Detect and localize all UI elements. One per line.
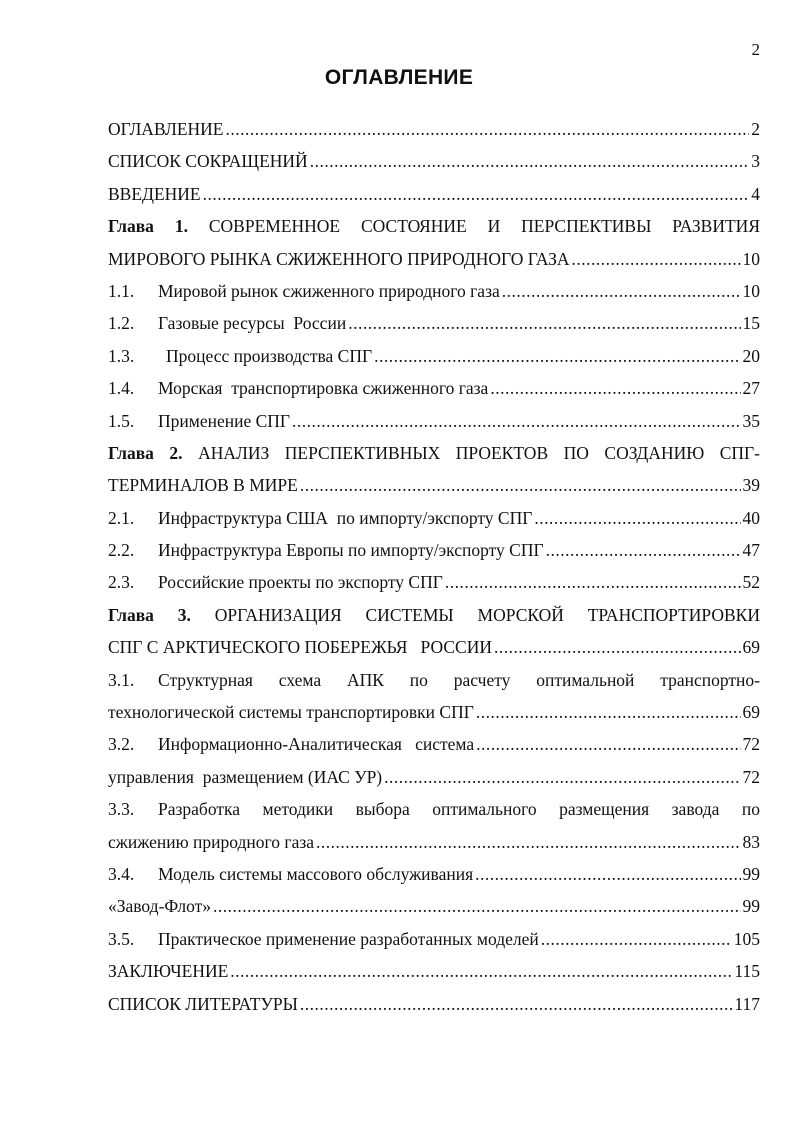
toc-entry-vvedenie[interactable]: ВВЕДЕНИЕ ..... 4 — [108, 178, 760, 210]
toc-section-2-2[interactable]: 2.2. Инфраструктура Европы по импорту/экспорту СПГ ..... 47 — [108, 534, 760, 566]
toc-entry-literatura[interactable]: СПИСОК ЛИТЕРАТУРЫ ..... 117 — [108, 988, 760, 1020]
chapter-label: Глава 2. — [108, 442, 183, 463]
toc-chapter-1-line2[interactable]: МИРОВОГО РЫНКА СЖИЖЕННОГО ПРИРОДНОГО ГАЗА ..... 10 — [108, 243, 760, 275]
toc-section-3-2-line1[interactable]: 3.2. Информационно-Аналитическая система ..... 72 — [108, 728, 760, 760]
toc-section-3-3-line2[interactable]: сжижению природного газа ..... 83 — [108, 826, 760, 858]
toc-section-3-2-line2[interactable]: управления размещением (ИАС УР) ..... 72 — [108, 761, 760, 793]
chapter-label: Глава 1. — [108, 216, 188, 237]
toc-chapter-2-line1[interactable]: Глава 2. АНАЛИЗ ПЕРСПЕКТИВНЫХ ПРОЕКТОВ ПО СОЗДАНИЮ СПГ- — [108, 442, 761, 463]
toc-section-1-5[interactable]: 1.5. Применение СПГ ..... 35 — [108, 405, 760, 437]
toc-section-1-1[interactable]: 1.1. Мировой рынок сжиженного природного газа ..... 10 — [108, 275, 760, 307]
toc-section-3-1-line1[interactable]: 3.1. Структурная схема АПК по расчету оптимальной транспортно- — [108, 669, 760, 690]
toc-chapter-3-line1[interactable]: Глава 3. ОРГАНИЗАЦИЯ СИСТЕМЫ МОРСКОЙ ТРАНСПОРТИРОВКИ — [108, 604, 760, 625]
toc-section-1-4[interactable]: 1.4. Морская транспортировка сжиженного газа ..... 27 — [108, 372, 760, 404]
toc-section-3-1-line2[interactable]: технологической системы транспортировки СПГ ..... 69 — [108, 696, 760, 728]
chapter-label: Глава 3. — [108, 604, 191, 625]
toc-section-3-4-line1[interactable]: 3.4. Модель системы массового обслуживания ..... 99 — [108, 858, 760, 890]
toc-entry-zaklyuchenie[interactable]: ЗАКЛЮЧЕНИЕ ..... 115 — [108, 955, 760, 987]
toc-section-3-5[interactable]: 3.5. Практическое применение разработанных моделей ..... 105 — [108, 923, 760, 955]
page-title: ОГЛАВЛЕНИЕ — [324, 66, 474, 89]
toc-section-3-3-line1[interactable]: 3.3. Разработка методики выбора оптимального размещения завода по — [108, 799, 760, 820]
toc-section-3-4-line2[interactable]: «Завод-Флот» ..... 99 — [108, 890, 760, 922]
toc-section-2-3[interactable]: 2.3. Российские проекты по экспорту СПГ ..... 52 — [108, 566, 760, 598]
table-of-contents — [108, 113, 760, 1020]
toc-chapter-1-line1[interactable]: Глава 1. СОВРЕМЕННОЕ СОСТОЯНИЕ И ПЕРСПЕКТИВЫ РАЗВИТИЯ — [108, 216, 760, 237]
toc-entry-sokrashcheniya[interactable]: СПИСОК СОКРАЩЕНИЙ ..... 3 — [108, 145, 760, 177]
toc-section-2-1[interactable]: 2.1. Инфраструктура США по импорту/экспорту СПГ ..... 40 — [108, 502, 760, 534]
page-number: 2 — [751, 40, 760, 59]
toc-section-1-3[interactable]: 1.3. Процесс производства СПГ ..... 20 — [108, 340, 760, 372]
toc-chapter-2-line2[interactable]: ТЕРМИНАЛОВ В МИРЕ ..... 39 — [108, 469, 760, 501]
toc-chapter-3-line2[interactable]: СПГ С АРКТИЧЕСКОГО ПОБЕРЕЖЬЯ РОССИИ ..... 69 — [108, 631, 760, 663]
toc-section-1-2[interactable]: 1.2. Газовые ресурсы России ..... 15 — [108, 307, 760, 339]
toc-entry-oglavlenie[interactable]: ОГЛАВЛЕНИЕ ..... 2 — [108, 113, 760, 145]
